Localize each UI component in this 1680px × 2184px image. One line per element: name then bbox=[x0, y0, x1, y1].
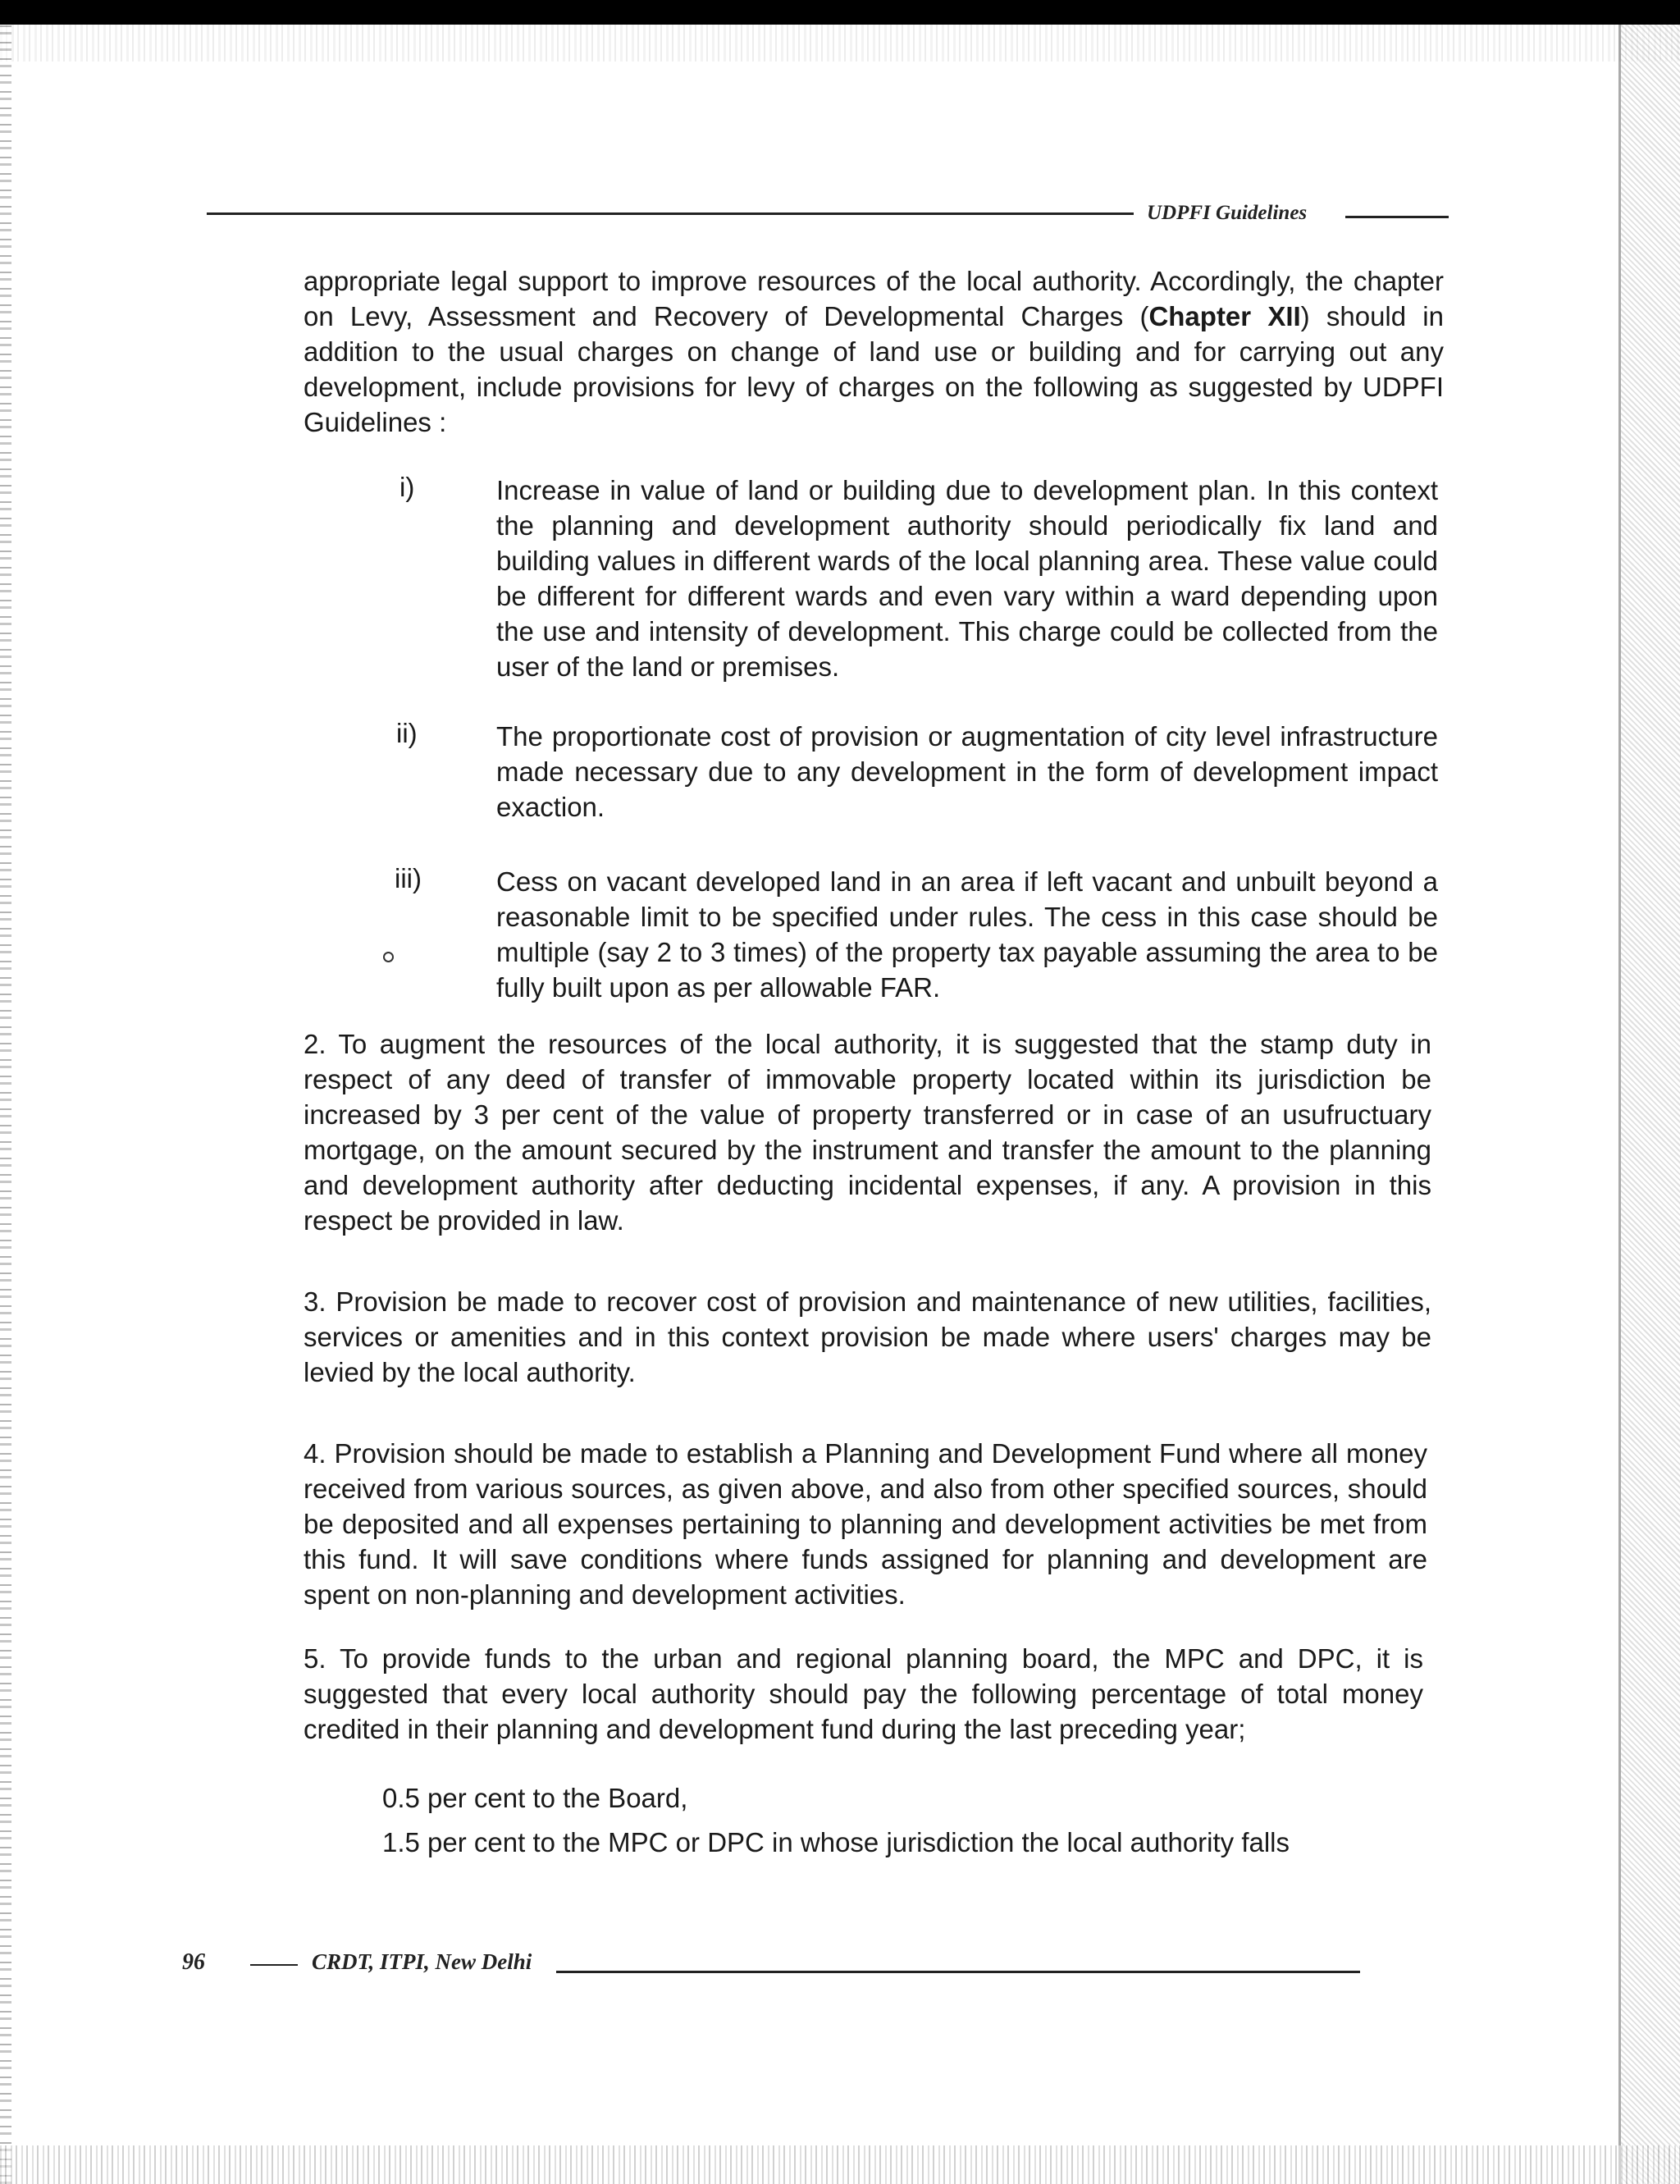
intro-text-end: ) should in addition to the usual charges on change of land use or building and for carrying out any development, include provisions for levy of charges on the following as suggested by UDPFI Guidelines : bbox=[304, 301, 1444, 437]
item-text: Cess on vacant developed land in an area if left vacant and unbuilt beyond a reasonable limit to be specified under rules. The cess in this case should be multiple (say 2 to 3 times) of the property tax payable assuming the area to be fully built upon as per allowable FAR. bbox=[496, 866, 1438, 1003]
allocation-line: 0.5 per cent to the Board, bbox=[382, 1783, 688, 1813]
intro-text-start: appropriate legal support to improve resources of the local authority. Accordingly, the chapter on Levy, Assessment and Recovery of Developmental Charges ( bbox=[304, 266, 1444, 331]
allocation-line: 1.5 per cent to the MPC or DPC in whose jurisdiction the local authority falls bbox=[382, 1827, 1290, 1857]
bullet-mark bbox=[383, 952, 394, 962]
running-header: UDPFI Guidelines bbox=[1147, 202, 1308, 224]
scan-left-edge bbox=[0, 25, 11, 2184]
item-number: iii) bbox=[395, 863, 422, 893]
footer-dash bbox=[250, 1964, 298, 1966]
chapter-reference: Chapter XII bbox=[1148, 301, 1301, 331]
paragraph-2: 2. To augment the resources of the local authority, it is suggested that the stamp duty in respect of any deed of transfer of immovable property located within its jurisdiction be increased by 3 per cent of the value of property transferred or in case of an usufructuary mortgage, on the amount secured by the instrument and transfer the amount to the planning and development authority after deducting incidental expenses, if any. A provision in this respect be provided in law. bbox=[304, 1029, 1431, 1236]
item-number: i) bbox=[399, 472, 415, 502]
paragraph-4: 4. Provision should be made to establish a Planning and Development Fund where all money received from various sources, as given above, and also from other specified sources, should be deposited and all expenses pertaining to planning and development activities be met from this fund. It will save conditions where funds assigned for planning and development are spent on non-planning and development activities. bbox=[304, 1438, 1427, 1610]
scan-bottom-noise bbox=[0, 2145, 1680, 2184]
scan-top-noise bbox=[0, 25, 1680, 62]
header-rule-right bbox=[1345, 216, 1449, 218]
footer-rule bbox=[556, 1971, 1360, 1973]
item-text: The proportionate cost of provision or augmentation of city level infrastructure made necessary due to any development in the form of development impact exaction. bbox=[496, 721, 1438, 822]
page-number: 96 bbox=[182, 1949, 205, 1975]
paragraph-3: 3. Provision be made to recover cost of provision and maintenance of new utilities, facilities, services or amenities and in this context provision be made where users' charges may be levied by the local authority. bbox=[304, 1286, 1431, 1387]
header-rule-left bbox=[207, 212, 1134, 215]
scan-top-border bbox=[0, 0, 1680, 25]
intro-paragraph bbox=[304, 263, 1444, 440]
paragraph-5: 5. To provide funds to the urban and regional planning board, the MPC and DPC, it is suggested that every local authority should pay the following percentage of total money credited in their planning and development fund during the last preceding year; bbox=[304, 1643, 1423, 1744]
footer-source: CRDT, ITPI, New Delhi bbox=[312, 1949, 532, 1974]
scan-right-edge bbox=[1618, 25, 1680, 2184]
item-number: ii) bbox=[396, 718, 418, 748]
item-text: Increase in value of land or building due to development plan. In this context the planning and development authority should periodically fix land and building values in different wards of the local planning area. These value could be different for different wards and even vary within a ward depending upon the use and intensity of development. This charge could be collected from the user of the land or premises. bbox=[496, 475, 1438, 682]
